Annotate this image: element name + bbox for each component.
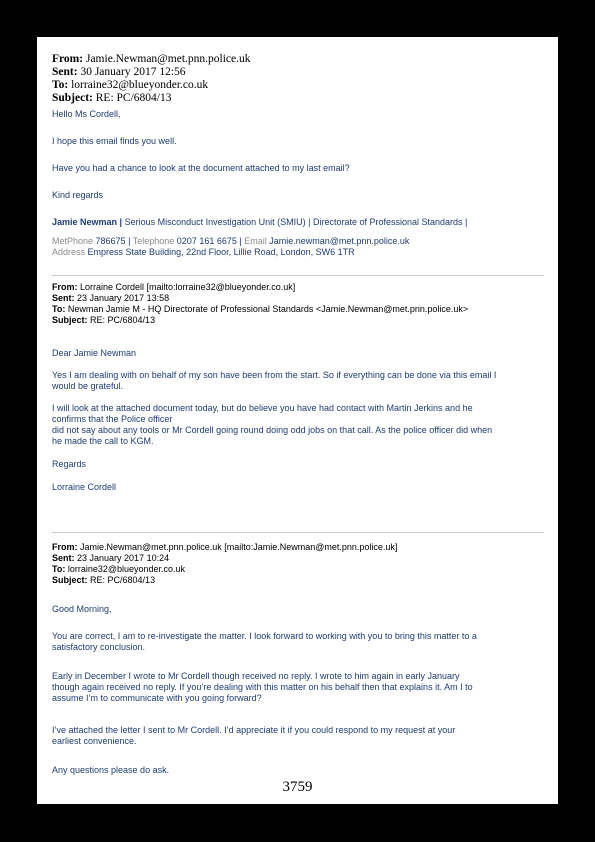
page-number: 3759: [282, 779, 313, 795]
email1-to-line: To: lorraine32@blueyonder.co.uk: [52, 79, 209, 91]
email1-closing: Kind regards: [52, 190, 104, 200]
email1-from-line: From: Jamie.Newman@met.pnn.police.uk: [52, 53, 251, 65]
email3-header: [52, 542, 544, 586]
email3-para3: I’ve attached the letter I sent to Mr Cordell. I’d appreciate it if you could respond to my request at your earliest convenience.: [52, 725, 456, 746]
email2-sent-line: Sent: 23 January 2017 13:58: [52, 293, 170, 303]
email3-sent-line: Sent: 23 January 2017 10:24: [52, 553, 170, 563]
email1-para2: Have you had a chance to look at the document attached to my last email?: [52, 163, 350, 173]
email2-from-line: From: Lorraine Cordell [mailto:lorraine32@blueyonder.co.uk]: [52, 282, 296, 292]
email3-to-line: To: lorraine32@blueyonder.co.uk: [52, 564, 186, 574]
email3-para1: You are correct, I am to re-investigate the matter. I look forward to working with you to bring this matter to a satisfactory conclusion.: [52, 631, 477, 652]
email2-signature: Lorraine Cordell: [52, 482, 117, 492]
email1-signature-line3: Address Empress State Building, 22nd Floor, Lillie Road, London, SW6 1TR: [52, 247, 355, 257]
email1-signature-line1: [52, 217, 544, 228]
email2-to-line: To: Newman Jamie M - HQ Directorate of Professional Standards <Jamie.Newman@met.pnn.police.uk>: [52, 304, 469, 314]
email2-closing: Regards: [52, 459, 87, 469]
email1-greeting: Hello Ms Cordell,: [52, 109, 121, 119]
email3-greeting: Good Morning,: [52, 604, 112, 614]
email1-header: [52, 53, 544, 105]
email1-subject-line: Subject: RE: PC/6804/13: [52, 92, 172, 104]
email2-para1: Yes I am dealing with on behalf of my son have been from the start. So if everything can be done via this email I would be grateful.: [52, 370, 497, 391]
email1-from: Jamie.Newman@met.pnn.police.uk: [85, 53, 251, 65]
email1-subject: RE: PC/6804/13: [95, 92, 172, 104]
email1-sent: 30 January 2017 12:56: [80, 66, 186, 78]
email2-subject-line: Subject: RE: PC/6804/13: [52, 315, 156, 325]
divider: [52, 275, 544, 276]
email1-signature-line2: MetPhone 786675 | Telephone 0207 161 6675 | Email Jamie.newman@met.pnn.police.uk: [52, 236, 410, 246]
email2-para2: I will look at the attached document today, but do believe you have had contact with Martin Jerkins and he confirms that the Police officer did not say about any tools or Mr Cordell going round doing odd jobs on that call. As the police officer did when he made the call to KGM.: [52, 403, 493, 446]
email3-para2: Early in December I wrote to Mr Cordell though received no reply. I wrote to him again in early January though again received no reply. If you’re dealing with this matter on his behalf then that explains it. Am I to assume I’m to communicate with you going forward?: [52, 671, 473, 703]
document-page: [37, 37, 558, 804]
email2-header: [52, 282, 544, 326]
email1-to: lorraine32@blueyonder.co.uk: [71, 79, 209, 91]
email1-para1: I hope this email finds you well.: [52, 136, 177, 146]
email3-para4: Any questions please do ask.: [52, 765, 170, 775]
email3-subject-line: Subject: RE: PC/6804/13: [52, 575, 156, 585]
divider: [52, 532, 544, 533]
email1-sig-unit: Serious Misconduct Investigation Unit (SMIU) | Directorate of Professional Standards |: [122, 217, 468, 227]
email1-sig-email: Jamie.newman@met.pnn.police.uk: [266, 236, 410, 246]
email3-from-line: From: Jamie.Newman@met.pnn.police.uk [mailto:Jamie.Newman@met.pnn.police.uk]: [52, 542, 398, 552]
email2-greeting: Dear Jamie Newman: [52, 348, 137, 358]
email1-sig-name: Jamie Newman |: [52, 217, 123, 227]
email1-sent-line: Sent: 30 January 2017 12:56: [52, 66, 186, 78]
